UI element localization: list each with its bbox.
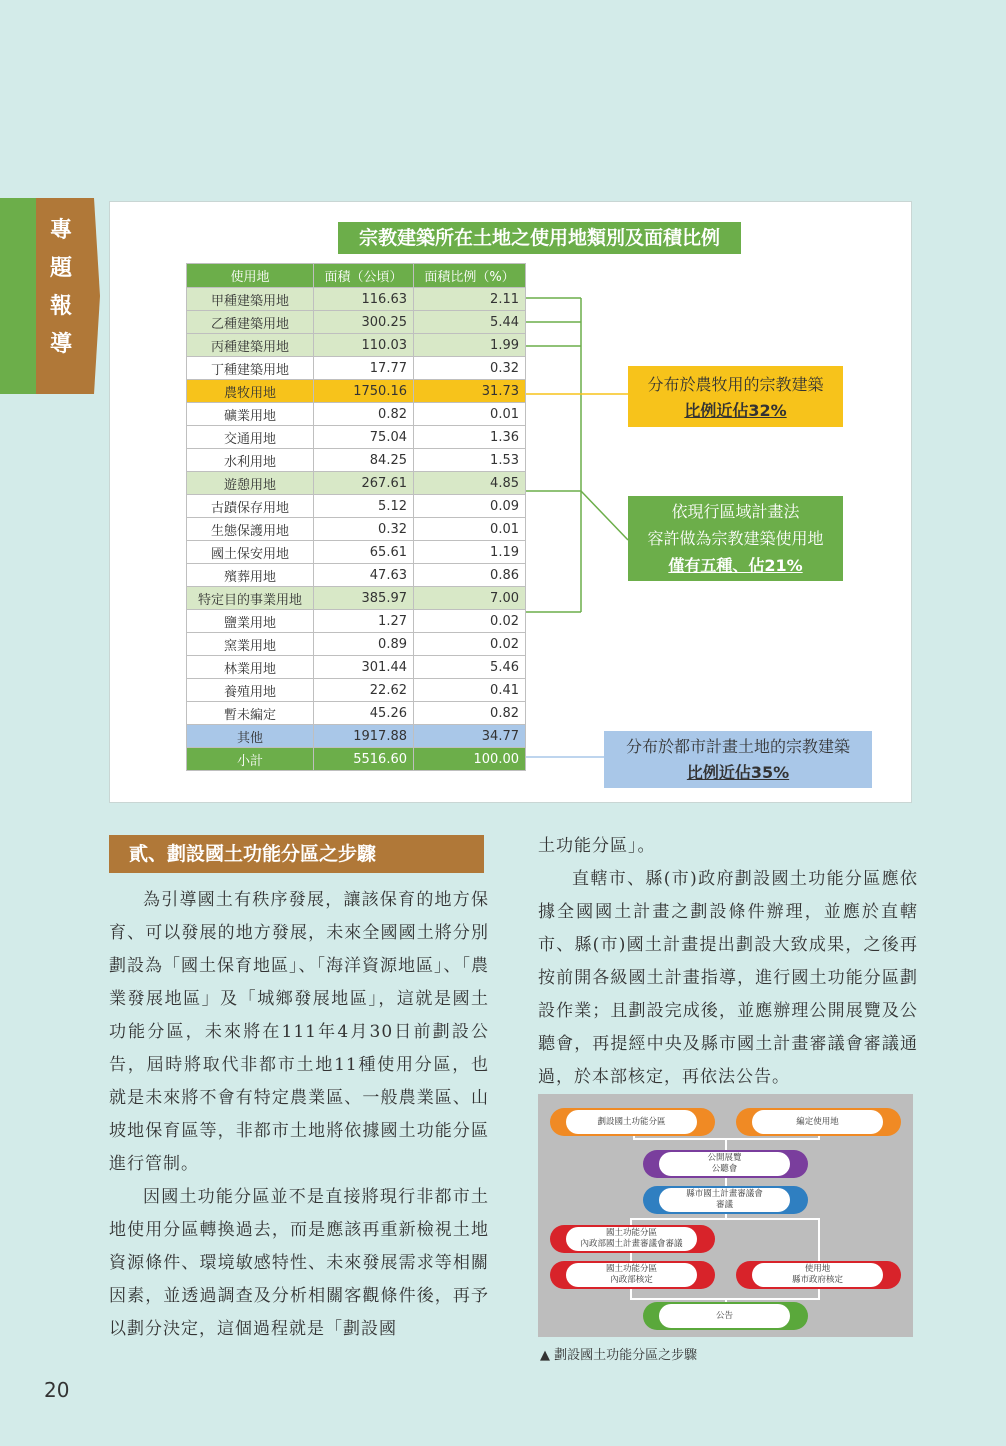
flow-text: 縣市政府核定 [791, 1275, 843, 1285]
paragraph-continuation: 土功能分區」。 [538, 836, 656, 856]
flow-text: 使用地 [804, 1264, 831, 1274]
cell-area: 17.77 [314, 357, 414, 380]
flow-text: 公開展覽 [707, 1153, 742, 1163]
cell-landuse: 特定目的事業用地 [187, 587, 314, 610]
cell-pct: 0.82 [414, 702, 526, 725]
paragraph: 為引導國土有秩序發展，讓該保育的地方保育、可以發展的地方發展，未來全國國土將分別劃設為「國土保育地區」、「海洋資源地區」、「農業發展地區」及「城鄉發展地區」，這就是國土功能分區，未來將在111年4月30日前劃設公告，屆時將取代非都市土地11種使用分區，也就是未來將不會有特定農業區、一般農業區、山坡地保育區等，非都市土地將依據國土功能分區進行管制。 [109, 890, 489, 1174]
callout-farmland [628, 366, 843, 427]
flow-node-moi-review [550, 1225, 715, 1253]
cell-landuse: 水利用地 [187, 449, 314, 472]
cell-landuse: 小計 [187, 748, 314, 771]
header-landuse: 使用地 [187, 264, 314, 288]
flow-line [725, 1178, 727, 1186]
figure-title: 宗教建築所在土地之使用地類別及面積比例 [338, 222, 741, 254]
cell-area: 0.32 [314, 518, 414, 541]
header-pct: 面積比例（%） [414, 264, 526, 288]
cell-pct: 1.99 [414, 334, 526, 357]
flow-node-label [566, 1263, 697, 1287]
flow-node-county-review [643, 1186, 808, 1214]
flow-text: 公聽會 [711, 1164, 738, 1174]
cell-area: 5.12 [314, 495, 414, 518]
flow-line [630, 1218, 632, 1225]
right-column [538, 830, 918, 1094]
cell-pct: 100.00 [414, 748, 526, 771]
flow-node-label [752, 1263, 883, 1287]
cell-area: 301.44 [314, 656, 414, 679]
cell-pct: 0.09 [414, 495, 526, 518]
section-heading: 貳、劃設國土功能分區之步驟 [109, 835, 484, 873]
cell-area: 45.26 [314, 702, 414, 725]
callout-text: 分布於農牧用的宗教建築 [647, 375, 824, 394]
cell-pct: 7.00 [414, 587, 526, 610]
cell-pct: 34.77 [414, 725, 526, 748]
cell-pct: 0.86 [414, 564, 526, 587]
tab-char: 題 [49, 256, 72, 281]
callout-emphasis: 僅有五種、佔21% [668, 556, 803, 575]
callout-text: 分布於都市計畫土地的宗教建築 [625, 737, 850, 756]
cell-area: 84.25 [314, 449, 414, 472]
cell-area: 1917.88 [314, 725, 414, 748]
cell-pct: 4.85 [414, 472, 526, 495]
cell-pct: 1.53 [414, 449, 526, 472]
flow-text: 縣市國土計畫審議會 [686, 1189, 763, 1199]
cell-landuse: 古蹟保存用地 [187, 495, 314, 518]
cell-area: 1750.16 [314, 380, 414, 403]
cell-landuse: 窯業用地 [187, 633, 314, 656]
flow-node-delineate [550, 1108, 715, 1136]
cell-landuse: 殯葬用地 [187, 564, 314, 587]
cell-area: 75.04 [314, 426, 414, 449]
callout-emphasis: 比例近佔32% [684, 401, 787, 420]
flow-node-public-exhibition [643, 1150, 808, 1178]
cell-landuse: 丙種建築用地 [187, 334, 314, 357]
cell-landuse: 遊憩用地 [187, 472, 314, 495]
flow-node-label [659, 1152, 790, 1176]
cell-landuse: 鹽業用地 [187, 610, 314, 633]
cell-landuse: 暫未編定 [187, 702, 314, 725]
flow-node-label [566, 1227, 697, 1251]
cell-pct: 0.32 [414, 357, 526, 380]
cell-landuse: 農牧用地 [187, 380, 314, 403]
cell-area: 0.89 [314, 633, 414, 656]
paragraph: 因國土功能分區並不是直接將現行非都市土地使用分區轉換過去，而是應該再重新檢視土地資源條件、環境敏感特性、未來發展需求等相關因素，並透過調查及分析相關客觀條件後，再予以劃分決定，這個過程就是「劃設國 [109, 1187, 489, 1339]
flow-node-moi-approve [550, 1261, 715, 1289]
left-column [109, 884, 489, 1346]
cell-landuse: 其他 [187, 725, 314, 748]
flow-node-label [659, 1188, 790, 1212]
cell-area: 47.63 [314, 564, 414, 587]
tab-char: 專 [49, 218, 72, 243]
callout-text: 容許做為宗教建築使用地 [647, 529, 824, 548]
cell-area: 22.62 [314, 679, 414, 702]
callout-allowed [628, 496, 843, 581]
flow-node-label: 劃設國土功能分區 [566, 1110, 697, 1134]
cell-landuse: 甲種建築用地 [187, 288, 314, 311]
cell-area: 300.25 [314, 311, 414, 334]
cell-landuse: 國土保安用地 [187, 541, 314, 564]
cell-area: 267.61 [314, 472, 414, 495]
cell-pct: 2.11 [414, 288, 526, 311]
flowchart [538, 1094, 913, 1337]
cell-landuse: 乙種建築用地 [187, 311, 314, 334]
paragraph: 直轄市、縣(市)政府劃設國土功能分區應依據全國國土計畫之劃設條件辦理，並應於直轄市、縣(市)國土計畫提出劃設大致成果，之後再按前開各級國土計畫指導，進行國土功能分區劃設作業；且劃設完成後，並應辦理公開展覽及公聽會，再提經中央及縣市國土計畫審議會審議通過，於本部核定，再依法公告。 [538, 869, 918, 1087]
cell-area: 0.82 [314, 403, 414, 426]
flow-node-landuse-code [736, 1108, 901, 1136]
flow-node-county-approve [736, 1261, 901, 1289]
cell-area: 65.61 [314, 541, 414, 564]
cell-pct: 0.01 [414, 403, 526, 426]
flow-line [818, 1218, 820, 1261]
flow-line [630, 1218, 820, 1220]
cell-area: 5516.60 [314, 748, 414, 771]
cell-pct: 31.73 [414, 380, 526, 403]
cell-landuse: 養殖用地 [187, 679, 314, 702]
page-number: 20 [44, 1378, 70, 1402]
flow-text: 內政部國土計畫審議會審議 [580, 1239, 683, 1249]
callout-text: 依現行區域計畫法 [671, 502, 800, 521]
callout-urban [604, 731, 872, 788]
cell-area: 116.63 [314, 288, 414, 311]
callout-emphasis: 比例近佔35% [686, 763, 790, 782]
flow-node-label: 編定使用地 [752, 1110, 883, 1134]
cell-landuse: 生態保護用地 [187, 518, 314, 541]
cell-landuse: 林業用地 [187, 656, 314, 679]
tab-char: 報 [49, 294, 72, 319]
cell-pct: 1.36 [414, 426, 526, 449]
flow-text: 國土功能分區 [605, 1228, 657, 1238]
flow-node-label: 公告 [659, 1304, 790, 1328]
flow-line [725, 1138, 727, 1150]
flow-text: 內政部核定 [610, 1275, 653, 1285]
cell-pct: 0.02 [414, 633, 526, 656]
cell-pct: 5.46 [414, 656, 526, 679]
header-area: 面積（公頃） [314, 264, 414, 288]
cell-area: 385.97 [314, 587, 414, 610]
cell-landuse: 礦業用地 [187, 403, 314, 426]
cell-pct: 0.01 [414, 518, 526, 541]
figure-caption: ▲ 劃設國土功能分區之步驟 [540, 1348, 698, 1363]
flow-node-announce [643, 1302, 808, 1330]
cell-landuse: 交通用地 [187, 426, 314, 449]
cell-area: 1.27 [314, 610, 414, 633]
flow-text: 國土功能分區 [605, 1264, 657, 1274]
cell-pct: 5.44 [414, 311, 526, 334]
cell-pct: 0.02 [414, 610, 526, 633]
flow-text: 審議 [715, 1200, 733, 1210]
cell-pct: 1.19 [414, 541, 526, 564]
tab-char: 導 [49, 332, 72, 357]
cell-landuse: 丁種建築用地 [187, 357, 314, 380]
cell-area: 110.03 [314, 334, 414, 357]
cell-pct: 0.41 [414, 679, 526, 702]
